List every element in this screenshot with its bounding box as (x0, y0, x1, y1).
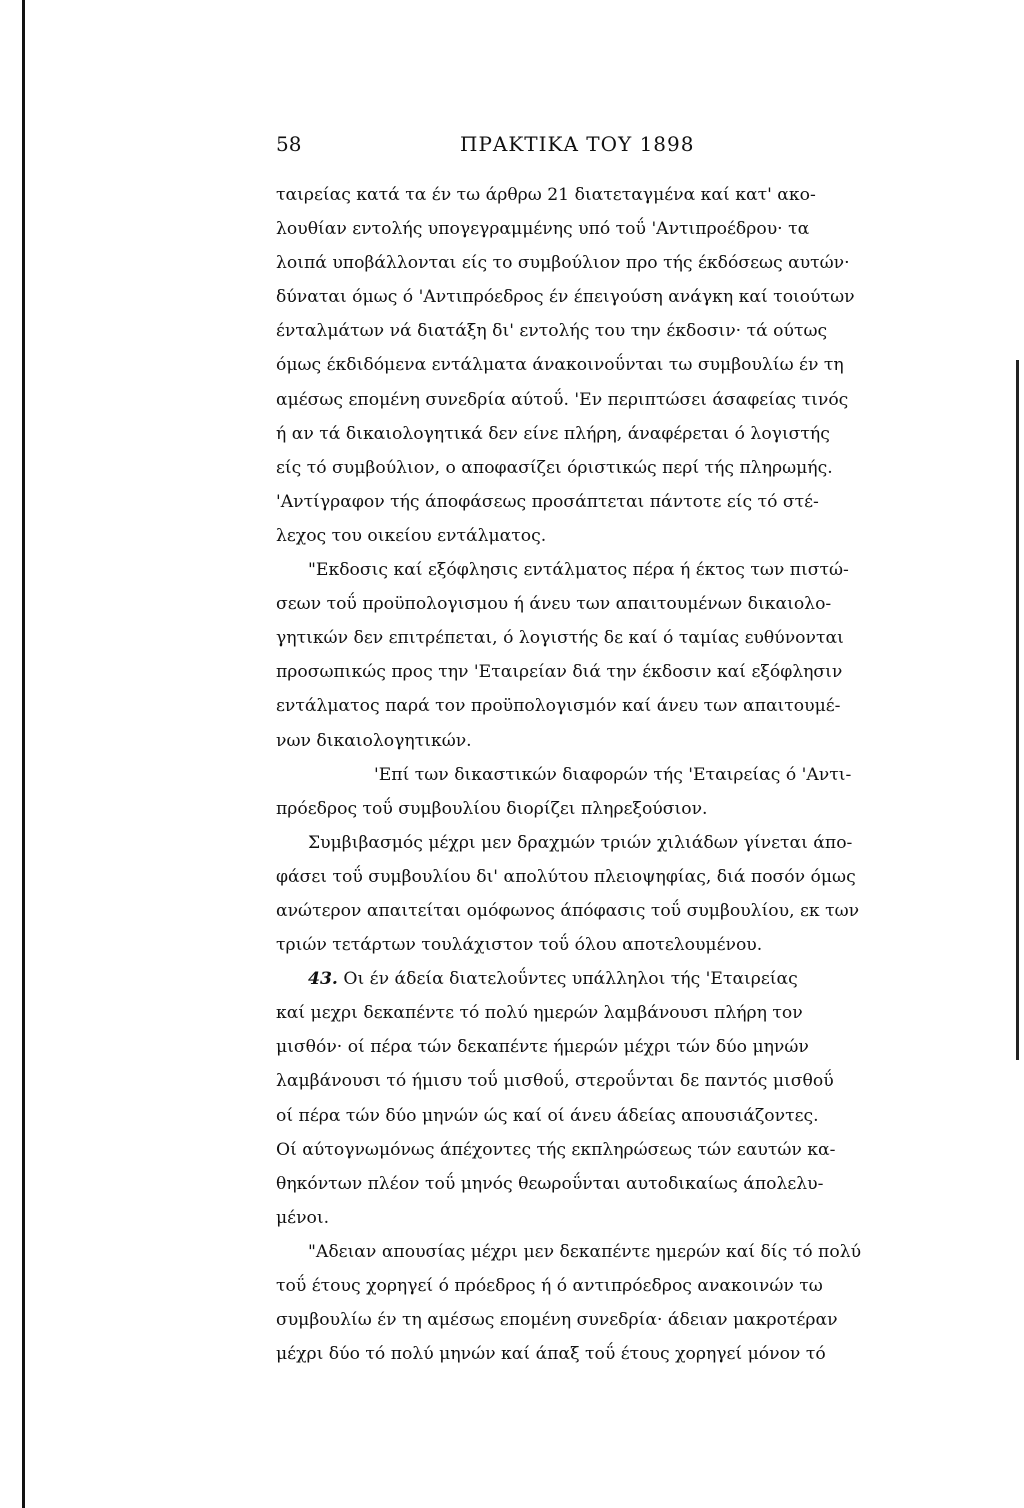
text-line: 'Επί των δικαστικών διαφορών τής 'Εταιρείας ό 'Αντι- (374, 764, 852, 785)
text-line: Οι έν άδεία διατελοΰντες υπάλληλοι τής 'Εταιρείας (343, 969, 798, 990)
text-line: λοιπά υποβάλλονται είς το συμβούλιον προ τής έκδόσεως αυτών· (276, 253, 850, 274)
text-line: αμέσως επομένη συνεδρία αύτοΰ. 'Εν περιπτώσει άσαφείας τινός (276, 389, 849, 410)
text-line: θηκόντων πλέον τοΰ μηνός θεωροΰνται αυτοδικαίως άπολελυ- (276, 1173, 824, 1194)
text-line: 'Αντίγραφον τής άποφάσεως προσάπτεται πάντοτε είς τό στέ- (276, 491, 819, 512)
text-line: τοΰ έτους χορηγεί ό πρόεδρος ή ό αντιπρόεδρος ανακοινών τω (276, 1276, 823, 1296)
text-line: φάσει τοΰ συμβουλίου δι' απολύτου πλειοψηφίας, διά ποσόν όμως (276, 866, 856, 887)
text-line: "Αδειαν απουσίας μέχρι μεν δεκαπέντε ημερών καί δίς τό πολύ (308, 1241, 862, 1262)
section-number: 43. (308, 969, 338, 990)
text-line: ένταλμάτων νά διατάξη δι' εντολής του την έκδοσιν· τά ούτως (276, 321, 828, 342)
body-text (276, 178, 862, 1371)
text-line: καί μεχρι δεκαπέντε τό πολύ ημερών λαμβάνουσι πλήρη τον (276, 1003, 803, 1024)
text-line: είς τό συμβούλιον, ο αποφασίζει όριστικώς περί τής πληρωμής. (276, 457, 833, 478)
text-line: τριών τετάρτων τουλάχιστον τοΰ όλου αποτελουμένου. (276, 935, 763, 956)
text-line: ανώτερον απαιτείται ομόφωνος άπόφασις τοΰ συμβουλίου, εκ των (276, 900, 860, 921)
text-line: γητικών δεν επιτρέπεται, ό λογιστής δε καί ό ταμίας ευθύνονται (276, 628, 844, 649)
page-header (276, 132, 746, 160)
text-line: λεχος του οικείου εντάλματος. (276, 525, 547, 546)
text-line: ταιρείας κατά τα έν τω άρθρω 21 διατεταγμένα καί κατ' ακο- (276, 185, 816, 205)
section-43-line (276, 962, 798, 996)
text-line: σεων τοΰ προϋπολογισμου ή άνευ των απαιτουμένων δικαιολο- (276, 594, 832, 615)
text-line: όμως έκδιδόμενα εντάλματα άνακοινοΰνται τω συμβουλίω έν τη (276, 355, 844, 376)
text-line: προσωπικώς προς την 'Εταιρείαν διά την έκδοσιν καί εξόφλησιν (276, 662, 843, 683)
text-line: πρόεδρος τοΰ συμβουλίου διορίζει πληρεξούσιον. (276, 798, 708, 819)
text-line: συμβουλίω έν τη αμέσως επομένη συνεδρία· άδειαν μακροτέραν (276, 1310, 838, 1331)
page-number: 58 (276, 132, 302, 156)
scan-edge-left (22, 0, 25, 1508)
text-line: εντάλματος παρά τον προϋπολογισμόν καί άνευ των απαιτουμέ- (276, 696, 841, 717)
text-line: μέχρι δύο τό πολύ μηνών καί άπαξ τοΰ έτους χορηγεί μόνον τό (276, 1344, 826, 1365)
text-line: μένοι. (276, 1207, 330, 1228)
running-title: ΠΡΑΚΤΙΚΑ ΤΟΥ 1898 (460, 132, 695, 156)
text-line: λουθίαν εντολής υπογεγραμμένης υπό τοΰ 'Αντιπροέδρου· τα (276, 219, 810, 240)
text-line: ή αν τά δικαιολογητικά δεν είνε πλήρη, άναφέρεται ό λογιστής (276, 423, 830, 444)
text-line: λαμβάνουσι τό ήμισυ τοΰ μισθοΰ, στεροΰνται δε παντός μισθοΰ (276, 1071, 834, 1092)
text-line: νων δικαιολογητικών. (276, 730, 472, 751)
text-line: δύναται όμως ό 'Αντιπρόεδρος έν έπειγούση ανάγκη καί τοιούτων (276, 287, 855, 308)
text-line: Συμβιβασμός μέχρι μεν δραχμών τριών χιλιάδων γίνεται άπο- (308, 832, 853, 853)
scan-edge-right (1016, 360, 1019, 1060)
text-line: Οί αύτογνωμόνως άπέχοντες τής εκπληρώσεως τών εαυτών κα- (276, 1139, 836, 1160)
text-line: μισθόν· οί πέρα τών δεκαπέντε ήμερών μέχρι τών δύο μηνών (276, 1037, 809, 1058)
text-line: οί πέρα τών δύο μηνών ώς καί οί άνευ άδείας απουσιάζοντες. (276, 1105, 819, 1126)
text-line: "Εκδοσις καί εξόφλησις εντάλματος πέρα ή έκτος των πιστώ- (308, 560, 849, 581)
